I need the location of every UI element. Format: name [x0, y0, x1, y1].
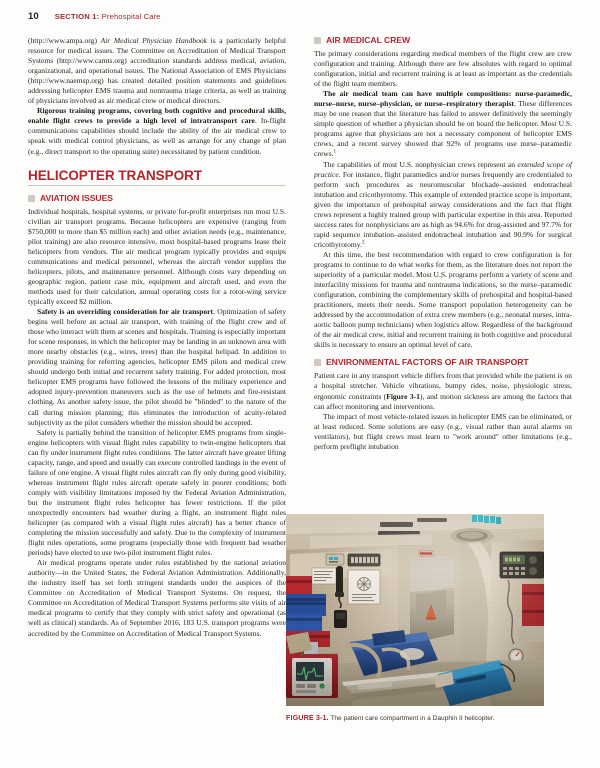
- paragraph-remainder: . For instance, flight paramedics and/or nurses frequently are credentialed to perform such procedures as neuromuscular blockade–assisted endotracheal intubation and cricothyrotomy. This example of extended practice scope is important, given the importance of prehospital airway considerations and the fact that flight crews represent a highly trained group with particular expertise in this area. Reported success rates for nonphysicians are as high as 94.6% for drug-assisted and 97.7% for rapid sequence intubation–assisted endotracheal intubation and 90.9% for surgical cricothyrotomy.: [314, 169, 572, 249]
- italic-term: extended scope of practice: [314, 159, 572, 179]
- running-head-section-title: Prehospital Care: [101, 12, 161, 21]
- figure-cross-reference: Figure 3-1: [386, 391, 420, 401]
- subheading-environmental-factors-row: [314, 358, 572, 367]
- paragraph-remainder: . These differences may be one reason that the literature has failed to answer definitively the seemingly simple question of whether a physician should be on board the helicopter. Most U.S. programs agree that physicians are not a necessary component of helicopter EMS crews, and a recent survey showed that 92% of programs use nurse–paramedic crews.: [314, 99, 572, 159]
- paragraph-program-costs: Individual hospitals, hospital systems, or private for-profit enterprises run most U.S. civilian air transport programs. Because helicopters are expensive (ranging from $750,000 to more than $5 million each) and other aviation needs (e.g., maintenance, pilot training) are also resource intensive, most hospital-based programs lease their helicopters from vendors. The air medical program typically provides and equips communications and medical personnel, whereas the aircraft vendor supplies the helicopters, pilots, and maintenance personnel. Although costs vary depending on geographic region, patient case mix, equipment and aircraft used, and even the methods used for their calculation, annual operating costs for a rotor-wing service typically exceed $2 million.: [28, 206, 286, 306]
- subheading-aviation-issues: AVIATION ISSUES: [40, 192, 113, 203]
- paragraph-patient-care-vehicle: [314, 371, 572, 411]
- subheading-environmental-factors: ENVIRONMENTAL FACTORS OF AIR TRANSPORT: [326, 357, 529, 368]
- paragraph-prefix: The capabilities of most U.S. nonphysician crews represent an: [323, 159, 518, 169]
- square-bullet-icon: [28, 195, 35, 202]
- subheading-air-medical-crew-row: [314, 36, 572, 45]
- paragraph-remainder: . Optimization of safety begins well before an actual air transport, with training of the flight crew and of those who interact with them at scenes and hospitals. Training is especially important for scene responses, in which the helicopter may be landing in an unknown area with more nearby obstacles (e.g., wires, trees) than the hospital helipad. In addition to providing training for referring agencies, helicopter EMS pilots and medical crew should undergo both initial and recurrent safety training. For added protection, most helicopter EMS programs have followed the lessons of the military experience and adopted injury-prevention maneuvers such as the use of helmets and fire-resistant clothing. As another safety issue, the pilot should be "blinded" to the nature of the call during mission planning; this eliminates the introduction of acuity-related subjectivity as the pilot considers whether the mission should be accepted.: [28, 307, 286, 427]
- avionics-panel-right: [500, 552, 544, 578]
- figure-caption: [286, 714, 544, 723]
- book-title: Air Medical Physician Handbook: [100, 36, 207, 45]
- subheading-air-medical-crew: AIR MEDICAL CREW: [326, 35, 411, 45]
- running-head-section-label: SECTION 1:: [54, 12, 100, 21]
- defibrillator-monitor: [286, 647, 338, 698]
- column-left: [28, 36, 286, 639]
- chapter-heading-block: [28, 168, 286, 186]
- square-bullet-icon: [314, 37, 321, 44]
- page-number: 10: [28, 11, 39, 22]
- running-head-section: [55, 12, 161, 21]
- paragraph-ampa-handbook: (http://www.ampa.org) Air Medical Physician Handbook is a particularly helpful resource for medical issues. The Committee on Accreditation of Medical Transport Systems (http://www.camts.org) accreditation standards address medical, aviation, organizational, and operational issues. The National Association of EMS Physicians (http://www.naemsp.org) has created detailed position statements and guidelines addressing helicopter EMS trauma and nontrauma triage criteria, as well as training of physicians involved as air medical crew or medical directors.: [28, 36, 286, 106]
- figure-caption-text: The patient care compartment in a Dauphin II helicopter.: [330, 715, 495, 722]
- running-head: [28, 11, 572, 25]
- column-right: [314, 36, 572, 452]
- paragraph-lead-in: Safety is an overriding consideration for air transport: [37, 307, 214, 317]
- subheading-aviation-issues-row: [28, 194, 286, 203]
- paragraph-safety-overriding: [28, 307, 286, 428]
- paragraph-lead-in: The air medical team can have multiple compositions: nurse-paramedic, nurse–nurse, nurse–physician, or nurse–respiratory therapist: [314, 89, 572, 109]
- paragraph-ifr-transition: Safety is partially behind the transition of helicopter EMS programs from single-engine helicopters with visual flight rules capability to twin-engine helicopters that can fly under instrument flight rules conditions. The latter aircraft have greater lifting capacity, range, and speed and usually can execute controlled landings in the event of failure of one engine. A visual flight rules aircraft can fly only during good visibility, whereas instrument flight rules aircraft operate safely in poorer conditions; both comply with visibility limitations imposed by the Federal Aviation Administration, but the instrument flight rules helicopter has fewer restrictions. If the pilot unexpectedly encounters bad weather during a flight, an instrument flight rules helicopter (as compared with a visual flight rules aircraft) has a better chance of completing the mission successfully and safely. Due to the complexity of instrument flight rules operations, some programs (especially those with frequent bad weather periods) have elected to use two-pilot instrument flight rules.: [28, 427, 286, 558]
- chapter-heading: HELICOPTER TRANSPORT: [28, 168, 286, 186]
- paragraph-team-compositions: [314, 89, 572, 159]
- paragraph-remainder: . In-flight communications capabilities should include the ability of the air medical crew to speak with medical control physicians, as well as arrange for any change of plan (e.g., direct transport to the operating suite) necessitated by patient condition.: [28, 116, 286, 156]
- square-bullet-icon: [314, 359, 321, 366]
- reference-marker: 2: [361, 239, 365, 246]
- figure-label: FIGURE 3-1.: [286, 713, 329, 722]
- reference-marker: 1: [333, 148, 337, 155]
- paragraph-crew-recommendation: At this time, the best recommendation with regard to crew configuration is for programs to continue to do what works for them, as the literature does not report the superiority of a particular model. Most U.S. programs perform a variety of scene and interfacility missions for trauma and nontrauma indications, so the nurse–paramedic configuration, combining the complementary skills of prehospital and hospital-based practitioners, meets their needs. Some transport population heterogeneity can be addressed by the accommodation of extra crew members (e.g., neonatal nurses, intra-aortic balloon pump technicians) when logistics allow. Regardless of the background of the air medical crew, initial and recurrent training in both cognitive and procedural skills is necessary to ensure an optimal level of care.: [314, 249, 572, 350]
- figure-3-1: [286, 514, 544, 723]
- emblem: [358, 578, 371, 591]
- avionics-panel-left: [326, 554, 380, 566]
- paragraph-extended-scope: [314, 160, 572, 250]
- paragraph-rigorous-training: [28, 106, 286, 156]
- paragraph-crew-considerations: The primary considerations regarding medical members of the flight crew are crew configuration and training. Although there are few absolutes with regard to optimal configuration, initial and recurrent training is at least as important as the credentials of the flight team members.: [314, 49, 572, 89]
- helicopter-cabin-illustration: [286, 514, 544, 706]
- paragraph-prefix: Patient care in any transport vehicle differs from that provided while the patient is on a hospital stretcher. Vehicle vibrations, bumpy rides, noise, physiologic stress, ergonomic constraints (: [314, 371, 572, 401]
- paragraph-remainder: ), and motion sickness are among the factors that can affect monitoring and interventions.: [314, 391, 572, 411]
- figure-photo-helicopter-cabin: [286, 514, 544, 706]
- paragraph-camts-accreditation: Air medical programs operate under rules established by the national aviation authority—in the United States, the Federal Aviation Administration. Additionally, the industry itself has set forth stringent standards under the auspices of the Committee on Accreditation of Medical Transport Systems. On request, the Committee on Accreditation of Medical Transport Systems performs site visits of air medical programs to certify that they comply with strict safety and operational (as well as clinical) standards. As of September 2016, 183 U.S. transport programs were accredited by the Committee on Accreditation of Medical Transport Systems.: [28, 558, 286, 638]
- paragraph-lead-in: Rigorous training programs, covering both cognitive and procedural skills, enable flight crews to provide a high level of intratransport care: [28, 106, 286, 126]
- paragraph-vehicle-issues-impact: The impact of most vehicle-related issues in helicopter EMS can be eliminated, or at least reduced. Some solutions are easy (e.g., visual rather than aural alarms on ventilators), but flight crews must learn to "work around" other limitations (e.g., perform preflight intubation: [314, 411, 572, 451]
